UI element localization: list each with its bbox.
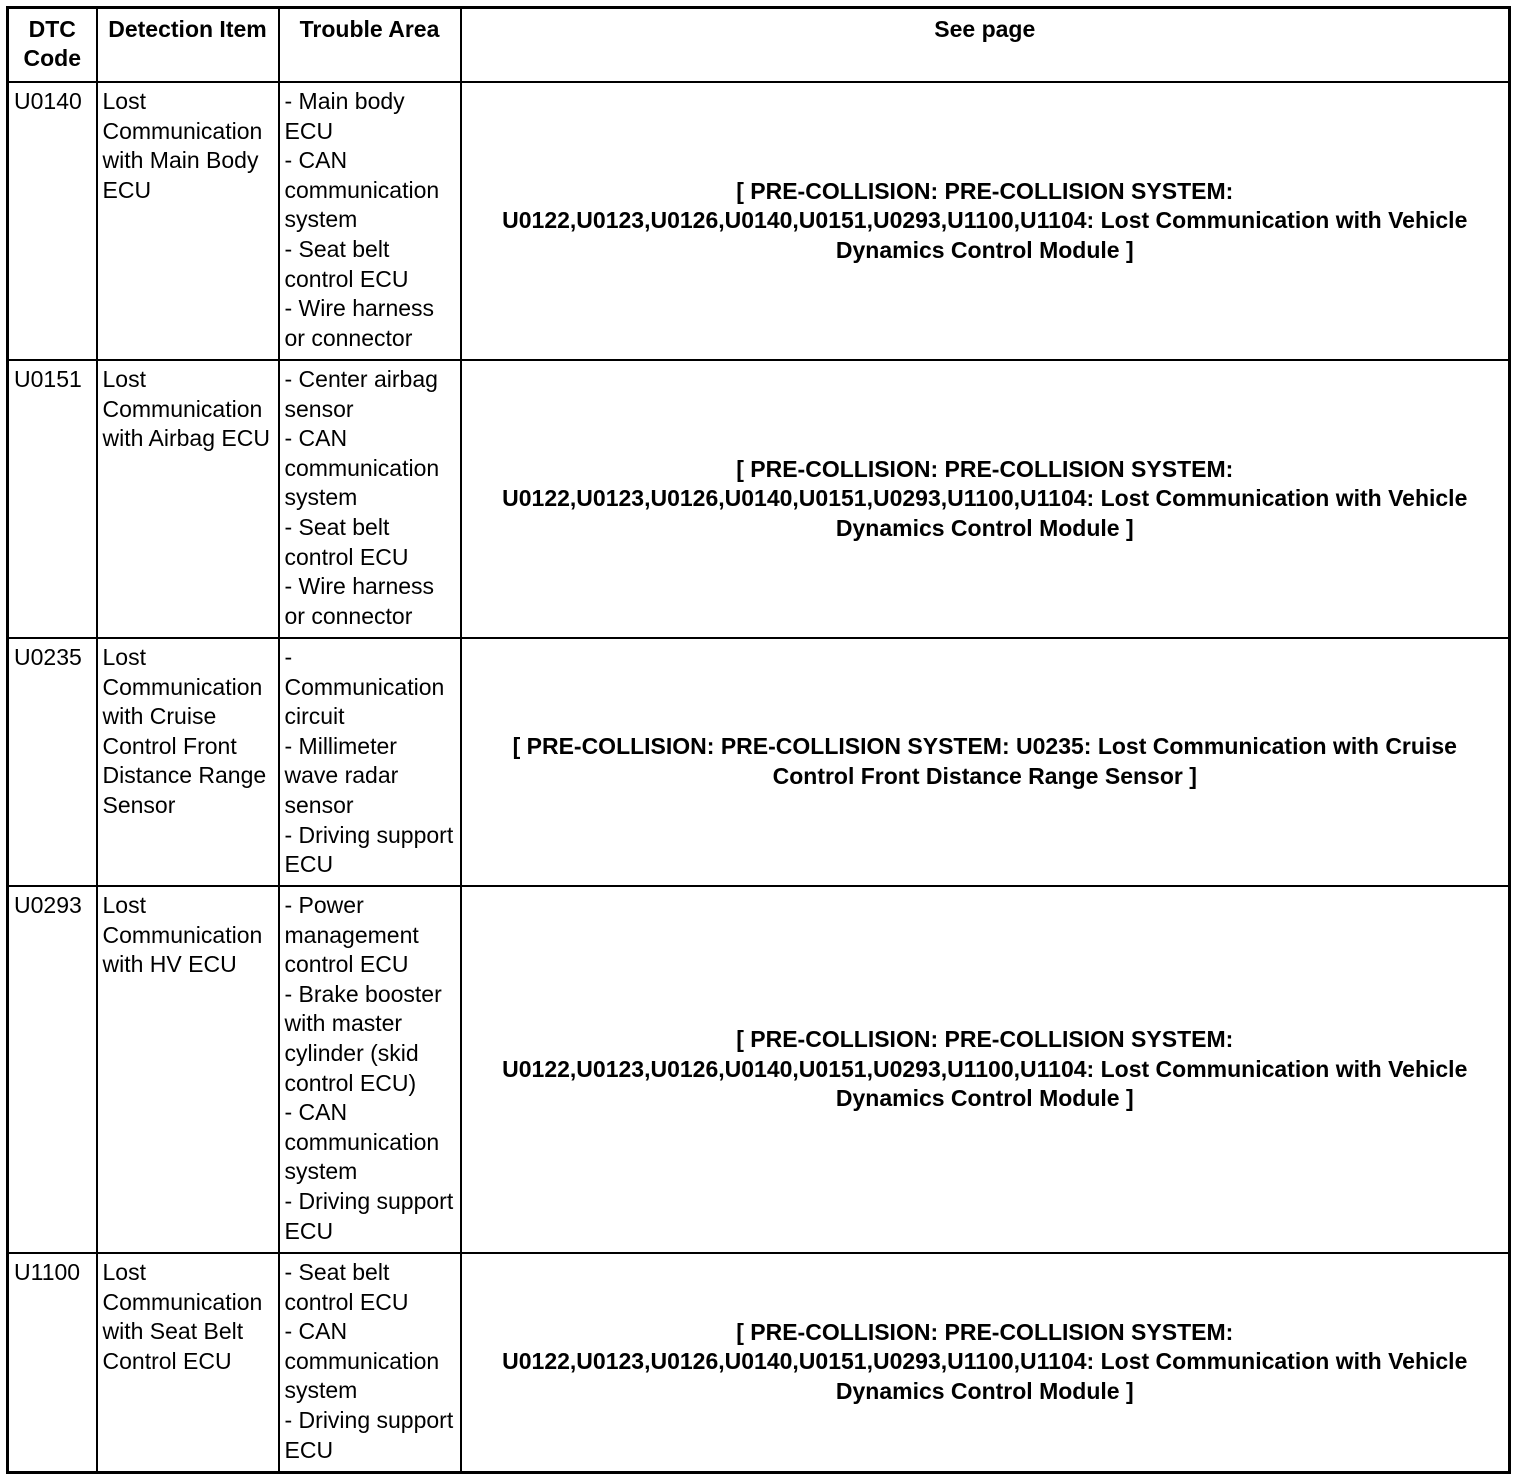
see-page-link[interactable]: [ PRE-COLLISION: PRE-COLLISION SYSTEM: U0235: Lost Communication with Cruise Control Front Distance Range Sensor ] xyxy=(461,638,1510,886)
trouble-area-item: - CAN communication system xyxy=(284,147,440,233)
detection-item: Lost Communication with Airbag ECU xyxy=(97,360,279,638)
header-trouble-area: Trouble Area xyxy=(279,8,461,83)
detection-item: Lost Communication with HV ECU xyxy=(97,886,279,1253)
header-row xyxy=(8,8,1510,83)
trouble-area-item: - Wire harness or connector xyxy=(284,573,435,629)
trouble-area-item: - Power management control ECU xyxy=(284,892,419,978)
header-see-page: See page xyxy=(461,8,1510,83)
see-page-link[interactable]: [ PRE-COLLISION: PRE-COLLISION SYSTEM: U0122,U0123,U0126,U0140,U0151,U0293,U1100,U1104: Lost Communication with Vehicle Dynamics Control Module ] xyxy=(461,360,1510,638)
trouble-area-item: - Driving support ECU xyxy=(284,1187,454,1244)
trouble-area xyxy=(279,1253,461,1472)
trouble-area-item: - Driving support ECU xyxy=(284,821,454,878)
trouble-area-item: - Seat belt control ECU xyxy=(284,1259,409,1315)
trouble-area xyxy=(279,360,461,638)
see-page-link[interactable]: [ PRE-COLLISION: PRE-COLLISION SYSTEM: U0122,U0123,U0126,U0140,U0151,U0293,U1100,U1104: Lost Communication with Vehicle Dynamics Control Module ] xyxy=(461,82,1510,360)
trouble-area-item: - CAN communication system xyxy=(284,1099,440,1185)
table-body xyxy=(8,82,1510,1472)
table-row xyxy=(8,886,1510,1253)
dtc-code: U0235 xyxy=(8,638,97,886)
trouble-area-item: - Communication circuit xyxy=(284,644,445,730)
trouble-area-item: - Driving support ECU xyxy=(284,1406,454,1463)
trouble-area-item: - Center airbag sensor xyxy=(284,366,438,422)
trouble-area-item: - Millimeter wave radar sensor xyxy=(284,732,399,818)
table-row xyxy=(8,1253,1510,1472)
table-row xyxy=(8,638,1510,886)
dtc-table xyxy=(6,6,1511,1474)
trouble-area-item: - Wire harness or connector xyxy=(284,295,435,351)
header-detection-item: Detection Item xyxy=(97,8,279,83)
detection-item: Lost Communication with Main Body ECU xyxy=(97,82,279,360)
see-page-link[interactable]: [ PRE-COLLISION: PRE-COLLISION SYSTEM: U0122,U0123,U0126,U0140,U0151,U0293,U1100,U1104: Lost Communication with Vehicle Dynamics Control Module ] xyxy=(461,1253,1510,1472)
detection-item: Lost Communication with Cruise Control Front Distance Range Sensor xyxy=(97,638,279,886)
table-row xyxy=(8,360,1510,638)
see-page-link[interactable]: [ PRE-COLLISION: PRE-COLLISION SYSTEM: U0122,U0123,U0126,U0140,U0151,U0293,U1100,U1104: Lost Communication with Vehicle Dynamics Control Module ] xyxy=(461,886,1510,1253)
trouble-area-item: - CAN communication system xyxy=(284,425,440,511)
dtc-code: U0293 xyxy=(8,886,97,1253)
dtc-code: U0140 xyxy=(8,82,97,360)
trouble-area xyxy=(279,886,461,1253)
dtc-code: U1100 xyxy=(8,1253,97,1472)
trouble-area-item: - Brake booster with master cylinder (skid control ECU) xyxy=(284,980,442,1096)
table-header xyxy=(8,8,1510,83)
trouble-area xyxy=(279,638,461,886)
table-row xyxy=(8,82,1510,360)
header-dtc-code: DTC Code xyxy=(8,8,97,83)
trouble-area-item: - CAN communication system xyxy=(284,1318,440,1404)
trouble-area-item: - Seat belt control ECU xyxy=(284,235,409,292)
detection-item: Lost Communication with Seat Belt Control ECU xyxy=(97,1253,279,1472)
dtc-code: U0151 xyxy=(8,360,97,638)
trouble-area xyxy=(279,82,461,360)
trouble-area-item: - Main body ECU xyxy=(284,88,405,144)
trouble-area-item: - Seat belt control ECU xyxy=(284,513,409,570)
